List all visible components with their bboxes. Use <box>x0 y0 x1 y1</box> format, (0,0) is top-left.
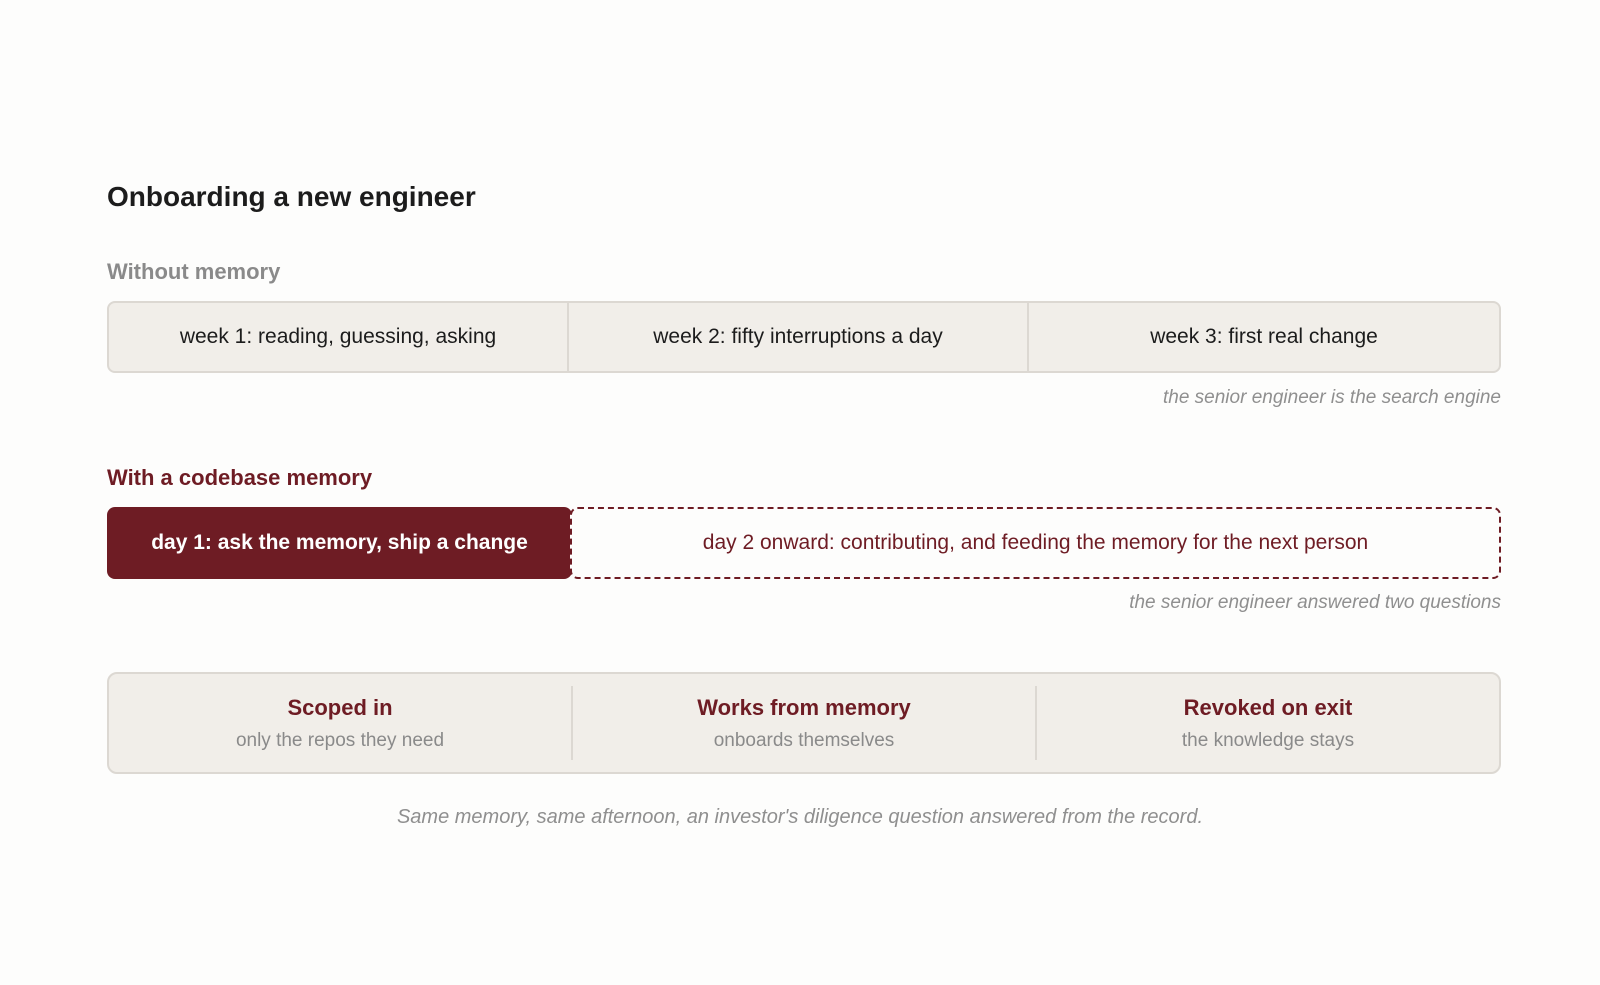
page-title: Onboarding a new engineer <box>107 181 476 212</box>
with-memory-label: With a codebase memory <box>107 465 373 490</box>
feature-subtitle: the knowledge stays <box>1181 729 1355 751</box>
timeline-step-week-3: week 3: first real change <box>1027 303 1499 371</box>
without-memory-label: Without memory <box>107 259 281 284</box>
feature-works-from-memory <box>571 686 1035 760</box>
timeline-step-day-2-onward: day 2 onward: contributing, and feeding the memory for the next person <box>570 507 1501 579</box>
timeline-step-day-1: day 1: ask the memory, ship a change <box>107 507 572 579</box>
features-panel <box>107 672 1501 774</box>
timeline-step-week-2: week 2: fifty interruptions a day <box>567 303 1027 371</box>
without-memory-note: the senior engineer is the search engine <box>1162 387 1501 408</box>
feature-subtitle: onboards themselves <box>713 729 895 751</box>
with-memory-timeline <box>107 507 1501 579</box>
with-memory-note: the senior engineer answered two questions <box>1129 592 1501 613</box>
feature-title: Works from memory <box>697 694 911 720</box>
feature-revoked-on-exit <box>1035 686 1499 760</box>
footer-caption: Same memory, same afternoon, an investor's diligence question answered from the record. <box>396 806 1204 828</box>
without-memory-timeline <box>107 301 1501 373</box>
feature-title: Revoked on exit <box>1183 694 1353 720</box>
feature-title: Scoped in <box>287 694 393 720</box>
feature-subtitle: only the repos they need <box>235 729 445 751</box>
timeline-step-week-1: week 1: reading, guessing, asking <box>179 325 497 348</box>
feature-scoped-in <box>109 686 571 760</box>
